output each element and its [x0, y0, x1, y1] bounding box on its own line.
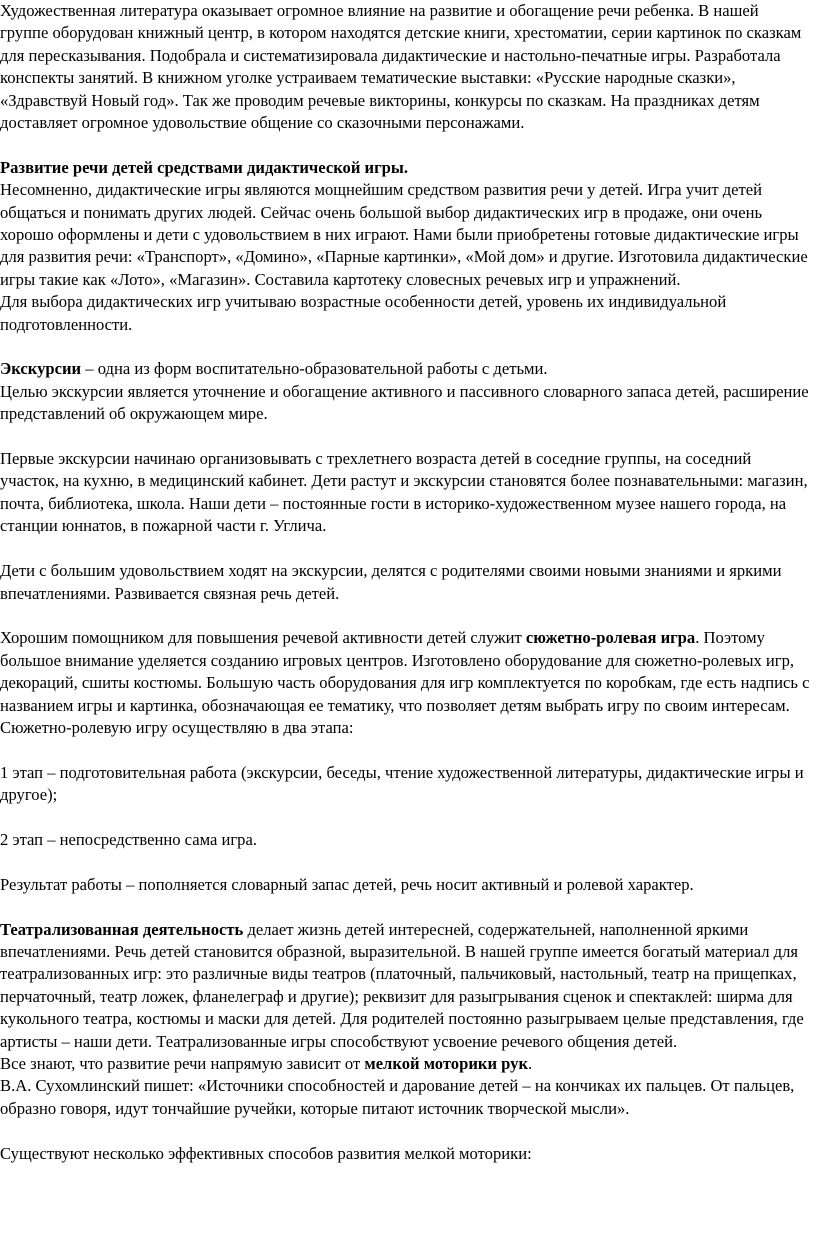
paragraph-fine-motor [0, 1053, 810, 1075]
paragraph-didactic-games: Несомненно, дидактические игры являются мощнейшим средством развития речи у детей. Игра учит детей общаться и понимать других людей. Сейчас очень большой выбор дидактических игр в продаже, они очень хорошо оформлены и дети с удовольствием в них играют. Нами были приобретены готовые дидактические игры для развития речи: «Транспорт», «Домино», «Парные картинки», «Мой дом» и другие. Изготовила дидактические игры такие как «Лото», «Магазин». Составила картотеку словесных речевых игр и упражнений. [0, 180, 808, 289]
spacer [0, 336, 810, 358]
spacer [0, 426, 810, 448]
paragraph-stage-one: 1 этап – подготовительная работа (экскурсии, беседы, чтение художественной литературы, дидактические игры и другое); [0, 762, 804, 805]
paragraph-sukhomlinsky-quote: В.А. Сухомлинский пишет: «Источники способностей и дарование детей – на кончиках их пальцев. От пальцев, образно говоря, идут тончайшие ручейки, которые питают источник творческой мысли». [0, 1076, 795, 1118]
excursions-definition: – одна из форм воспитательно-образовательной работы с детьми. [81, 359, 548, 379]
paragraph-excursions-result: Дети с большим удовольствием ходят на экскурсии, делятся с родителями своими новыми знаниями и яркими впечатлениями. Развивается связная речь детей. [0, 561, 782, 603]
theatre-term: Театрализованная деятельность [0, 919, 244, 939]
paragraph-role-play-result: Результат работы – пополняется словарный запас детей, речь носит активный и ролевой характер. [0, 874, 694, 894]
paragraph-role-play [0, 627, 810, 717]
theatre-text: делает жизнь детей интересней, содержательней, наполненной яркими впечатлениями. Речь детей становится образной, выразительной. В нашей группе имеется богатый материал для театрализованных игр: это различные виды театров (платочный, пальчиковый, настольный, театр на прищепках, перчаточный, театр ложек, фланелеграф и другие); реквизит для разыгрывания сценок и спектаклей: ширма для кукольного театра, костюмы и маски для детей. Для родителей постоянно разыгрываем целые представления, где артисты – наши дети. Театрализованные игры способствуют усвоение речевого общения детей. [0, 919, 804, 1051]
paragraph-excursions-intro [0, 358, 810, 380]
paragraph-excursions-goal: Целью экскурсии является уточнение и обогащение активного и пассивного словарного запаса детей, расширение представлений об окружающем мире. [0, 381, 809, 424]
role-play-rest: . Поэтому большое внимание уделяется созданию игровых центров. Изготовлено оборудование для сюжетно-ролевых игр, декораций, сшиты костюмы. Большую часть оборудования для игр комплектуется по коробкам, где есть надпись с названием игры и картинка, обозначающая ее тематику, что позволяет детям выбрать игру по своим интересам. [0, 628, 810, 715]
spacer [0, 851, 810, 873]
paragraph-theatre [0, 919, 810, 1053]
spacer [0, 896, 810, 918]
fine-motor-term: мелкой моторики рук [364, 1053, 529, 1073]
fine-motor-end: . [528, 1053, 533, 1073]
role-play-lead: Хорошим помощником для повышения речевой активности детей служит [0, 628, 526, 648]
fine-motor-lead: Все знают, что развитие речи напрямую зависит от [0, 1053, 365, 1073]
spacer [0, 1120, 810, 1142]
heading-didactic-games [0, 157, 810, 179]
spacer [0, 134, 810, 156]
paragraph-literature: Художественная литература оказывает огромное влияние на развитие и обогащение речи ребенка. В нашей группе оборудован книжный центр, в котором находятся детские книги, хрестоматии, серии картинок по сказкам для пересказывания. Подобрала и систематизировала дидактические и настольно-печатные игры. Разработала конспекты занятий. В книжном уголке устраиваем тематические выставки: «Русские народные сказки», «Здравствуй Новый год». Так же проводим речевые викторины, конкурсы по сказкам. На праздниках детям доставляет огромное удовольствие общение со сказочными персонажами. [0, 1, 802, 133]
paragraph-first-excursions: Первые экскурсии начинаю организовывать с трехлетнего возраста детей в соседние группы, на соседний участок, на кухню, в медицинский кабинет. Дети растут и экскурсии становятся более познавательными: магазин, почта, библиотека, школа. Наши дети – постоянные гости в историко-художественном музее нашего города, на станции юннатов, в пожарной части г. Углича. [0, 449, 808, 536]
paragraph-stage-two: 2 этап – непосредственно сама игра. [0, 829, 257, 849]
paragraph-role-play-stages: Сюжетно-ролевую игру осуществляю в два этапа: [0, 717, 354, 737]
spacer [0, 538, 810, 560]
spacer [0, 807, 810, 829]
spacer [0, 605, 810, 627]
heading-didactic-games-text: Развитие речи детей средствами дидактической игры. [0, 157, 408, 177]
role-play-term: сюжетно-ролевая игра [525, 628, 696, 648]
paragraph-motor-methods: Существуют несколько эффективных способов развития мелкой моторики: [0, 1143, 532, 1163]
spacer [0, 739, 810, 761]
paragraph-didactic-selection: Для выбора дидактических игр учитываю возрастные особенности детей, уровень их индивидуальной подготовленности. [0, 292, 727, 334]
excursions-term: Экскурсии [0, 359, 82, 379]
